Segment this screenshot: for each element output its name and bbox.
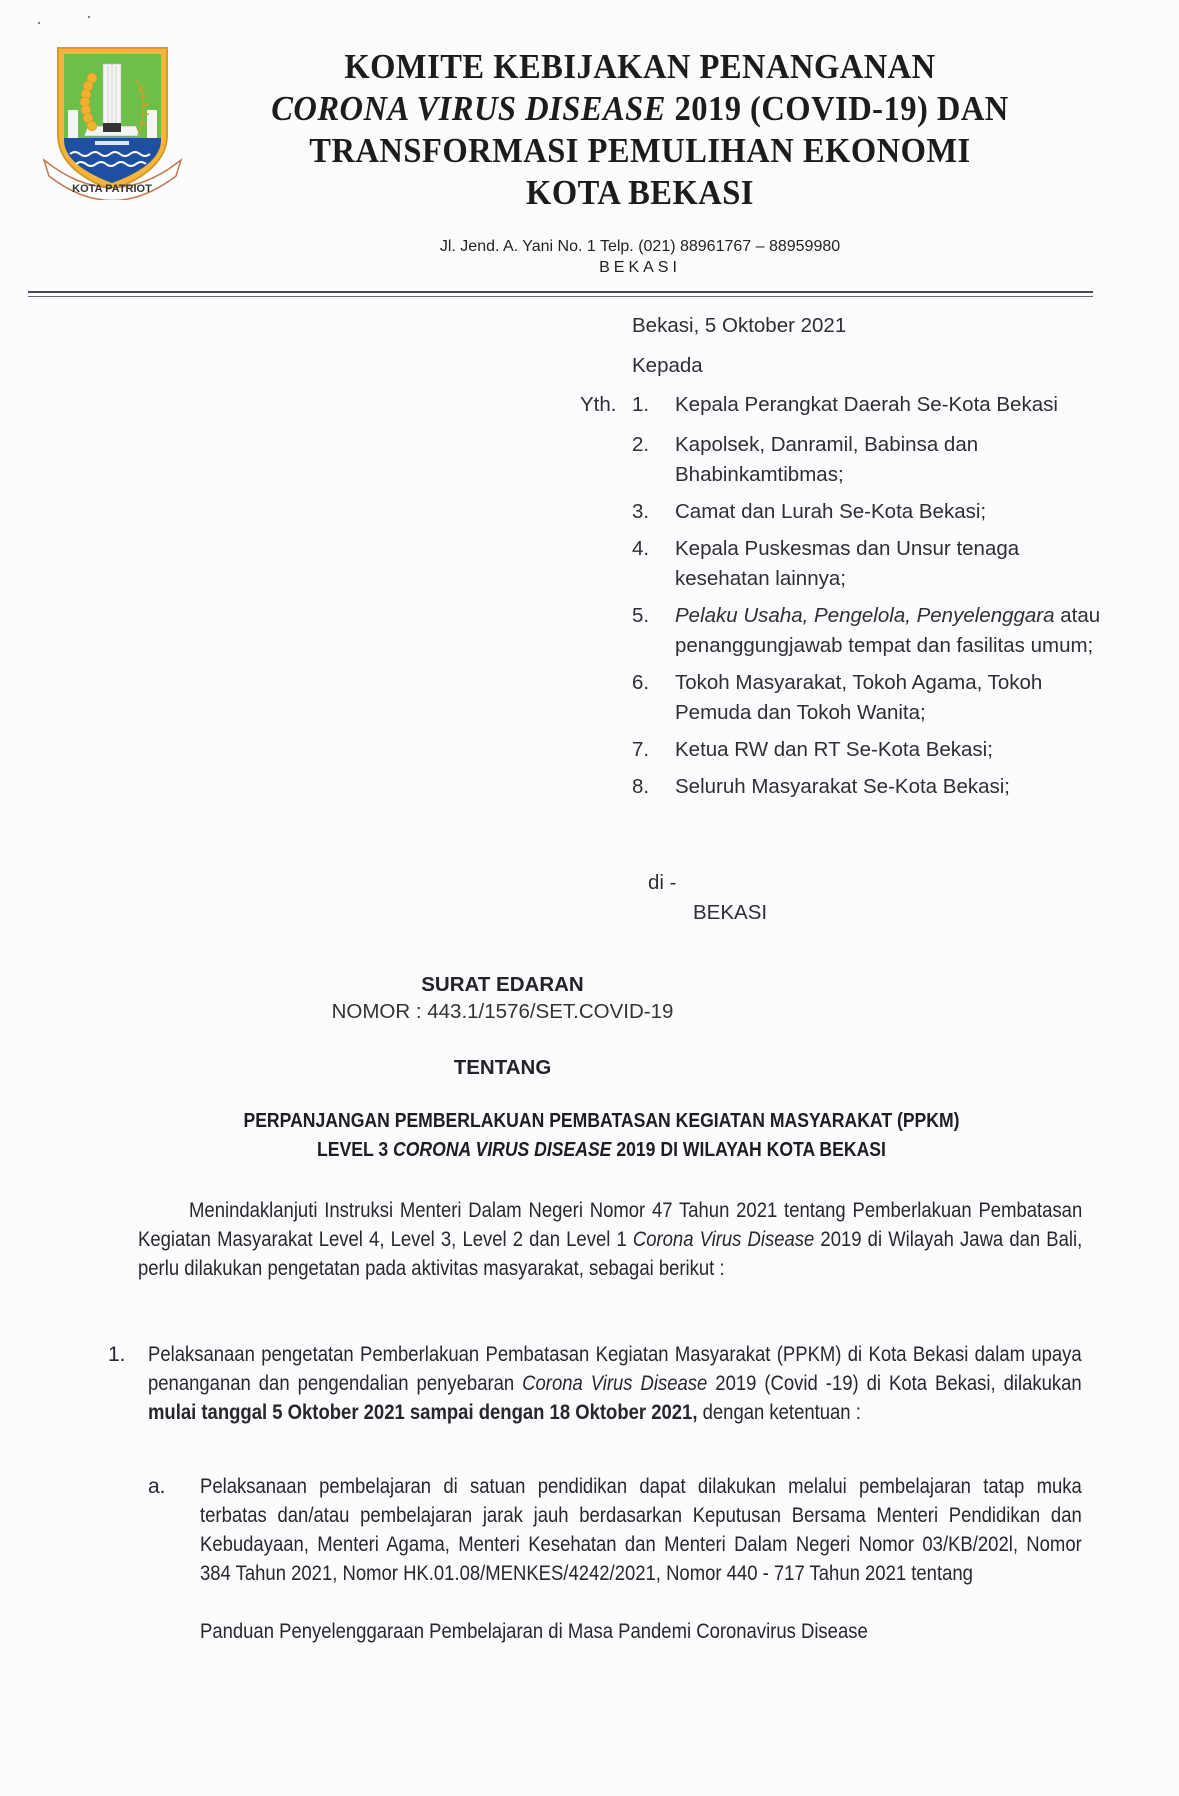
item-1-paragraph	[148, 1340, 1082, 1427]
org-title-italic: CORONA VIRUS DISEASE	[271, 89, 666, 128]
item-1-number: 1.	[108, 1343, 126, 1366]
item-1-text-bold: mulai tanggal 5 Oktober 2021 sampai dengan 18 Oktober 2021,	[148, 1401, 698, 1424]
scan-speck	[88, 16, 90, 18]
recipient-text: Ketua RW dan RT Se-Kota Bekasi;	[675, 738, 993, 761]
letterhead-divider-thin	[28, 296, 1093, 297]
subject-line-2-b: 2019 DI WILAYAH KOTA BEKASI	[611, 1139, 886, 1161]
item-1a-last-line: Panduan Penyelenggaraan Pembelajaran di Masa Pandemi Coronavirus Disease	[200, 1620, 868, 1643]
recipient-text: Seluruh Masyarakat Se-Kota Bekasi;	[675, 775, 1010, 798]
kepada-label: Kepada	[632, 354, 703, 377]
tentang-heading: TENTANG	[453, 1056, 552, 1079]
recipient-item	[632, 601, 1115, 661]
item-1a-paragraph: Pelaksanaan pembelajaran di satuan pendidikan dapat dilakukan melalui pembelajaran tatap muka terbatas dan/atau pembelajaran jarak jauh berdasarkan Keputusan Bersama Menteri Pendidikan dan Kebudayaan, Menteri Agama, Menteri Kesehatan dan Menteri Dalam Negeri Nomor 03/KB/202l, Nomor 384 Tahun 2021, Nomor HK.01.08/MENKES/4242/2021, Nomor 440 - 717 Tahun 2021 tentang	[200, 1475, 1082, 1585]
subject-line-2-a: LEVEL 3	[317, 1139, 394, 1161]
recipient-text: Kapolsek, Danramil, Babinsa dan Bhabinkamtibmas;	[675, 433, 979, 486]
item-1-text-italic: Corona Virus Disease	[522, 1372, 708, 1395]
recipient-number: 5.	[632, 604, 650, 627]
subject-line-1: PERPANJANGAN PEMBERLAKUAN PEMBATASAN KEGIATAN MASYARAKAT (PPKM)	[243, 1110, 960, 1132]
letter-date: Bekasi, 5 Oktober 2021	[632, 314, 847, 337]
intro-paragraph	[138, 1196, 1082, 1283]
recipient-number: 8.	[632, 775, 650, 798]
item-1-text-b: 2019 (Covid -19) di Kota Bekasi, dilakukan	[707, 1372, 1082, 1395]
recipient-text-italic: Pelaku Usaha, Pengelola, Penyelenggara	[675, 604, 1055, 627]
recipient-item	[632, 735, 1112, 765]
recipient-item	[632, 534, 1105, 594]
org-title-line-3: TRANSFORMASI PEMULIHAN EKONOMI	[309, 131, 971, 170]
scan-speck	[38, 22, 40, 24]
yth-label: Yth.	[580, 393, 617, 416]
recipient-text: Camat dan Lurah Se-Kota Bekasi;	[675, 500, 987, 523]
recipient-number: 7.	[632, 738, 650, 761]
subject-line-2	[83, 1139, 1121, 1162]
circular-number: NOMOR : 443.1/1576/SET.COVID-19	[331, 1000, 674, 1023]
recipient-item	[632, 772, 1112, 802]
logo-ribbon-text: KOTA PATRIOT	[72, 183, 152, 195]
recipient-number: 6.	[632, 671, 650, 694]
subject-line-2-italic: CORONA VIRUS DISEASE	[393, 1139, 612, 1161]
recipient-text: Kepala Puskesmas dan Unsur tenaga kesehatan lainnya;	[675, 537, 1020, 590]
intro-text-italic: Corona Virus Disease	[632, 1228, 815, 1251]
letterhead-divider-thick	[28, 291, 1093, 293]
recipient-item	[632, 668, 1115, 728]
kota-bekasi-emblem-icon	[40, 40, 185, 200]
intro-text-b: 2019 di Wilayah Jawa dan Bali, perlu dilakukan pengetatan pada aktivitas masyarakat, sebagai berikut :	[138, 1228, 1083, 1280]
intro-text-a: Menindaklanjuti Instruksi Menteri Dalam Negeri Nomor 47 Tahun 2021 tentang Pemberlakuan Pembatasan Kegiatan Masyarakat Level 4, Level 3, Level 2 dan Level 1	[138, 1199, 1083, 1251]
recipient-number: 4.	[632, 537, 650, 560]
recipient-list	[632, 390, 1112, 809]
item-1a-letter: a.	[148, 1475, 166, 1498]
org-title-line-2	[231, 88, 1049, 130]
org-title-line-2-rest: 2019 (COVID-19) DAN	[665, 89, 1009, 128]
item-1-text-a: Pelaksanaan pengetatan Pemberlakuan Pembatasan Kegiatan Masyarakat (PPKM) di Kota Bekasi dalam upaya penanganan dan pengendalian penyebaran	[148, 1343, 1082, 1395]
recipient-text: Kepala Perangkat Daerah Se-Kota Bekasi	[675, 393, 1058, 416]
di-label: di -	[648, 871, 677, 894]
recipient-item	[632, 430, 1035, 490]
recipient-item	[632, 390, 1112, 420]
org-title-line-4: KOTA BEKASI	[526, 173, 754, 212]
office-city: BEKASI	[599, 259, 681, 276]
destination-city: BEKASI	[693, 901, 768, 924]
recipient-text: atau penanggungjawab tempat dan fasilitas umum;	[675, 604, 1101, 657]
recipient-item	[632, 497, 1112, 527]
office-address: Jl. Jend. A. Yani No. 1 Telp. (021) 88961767 – 88959980	[439, 238, 841, 255]
recipient-text: Tokoh Masyarakat, Tokoh Agama, Tokoh Pemuda dan Tokoh Wanita;	[675, 671, 1043, 724]
recipient-number: 3.	[632, 500, 650, 523]
recipient-number: 2.	[632, 433, 650, 456]
circular-title: SURAT EDARAN	[421, 973, 584, 996]
recipient-number: 1.	[632, 393, 650, 416]
city-emblem-logo	[40, 40, 185, 200]
org-title-line-1: KOMITE KEBIJAKAN PENANGANAN	[344, 47, 936, 86]
item-1-text-c: dengan ketentuan :	[697, 1401, 861, 1424]
